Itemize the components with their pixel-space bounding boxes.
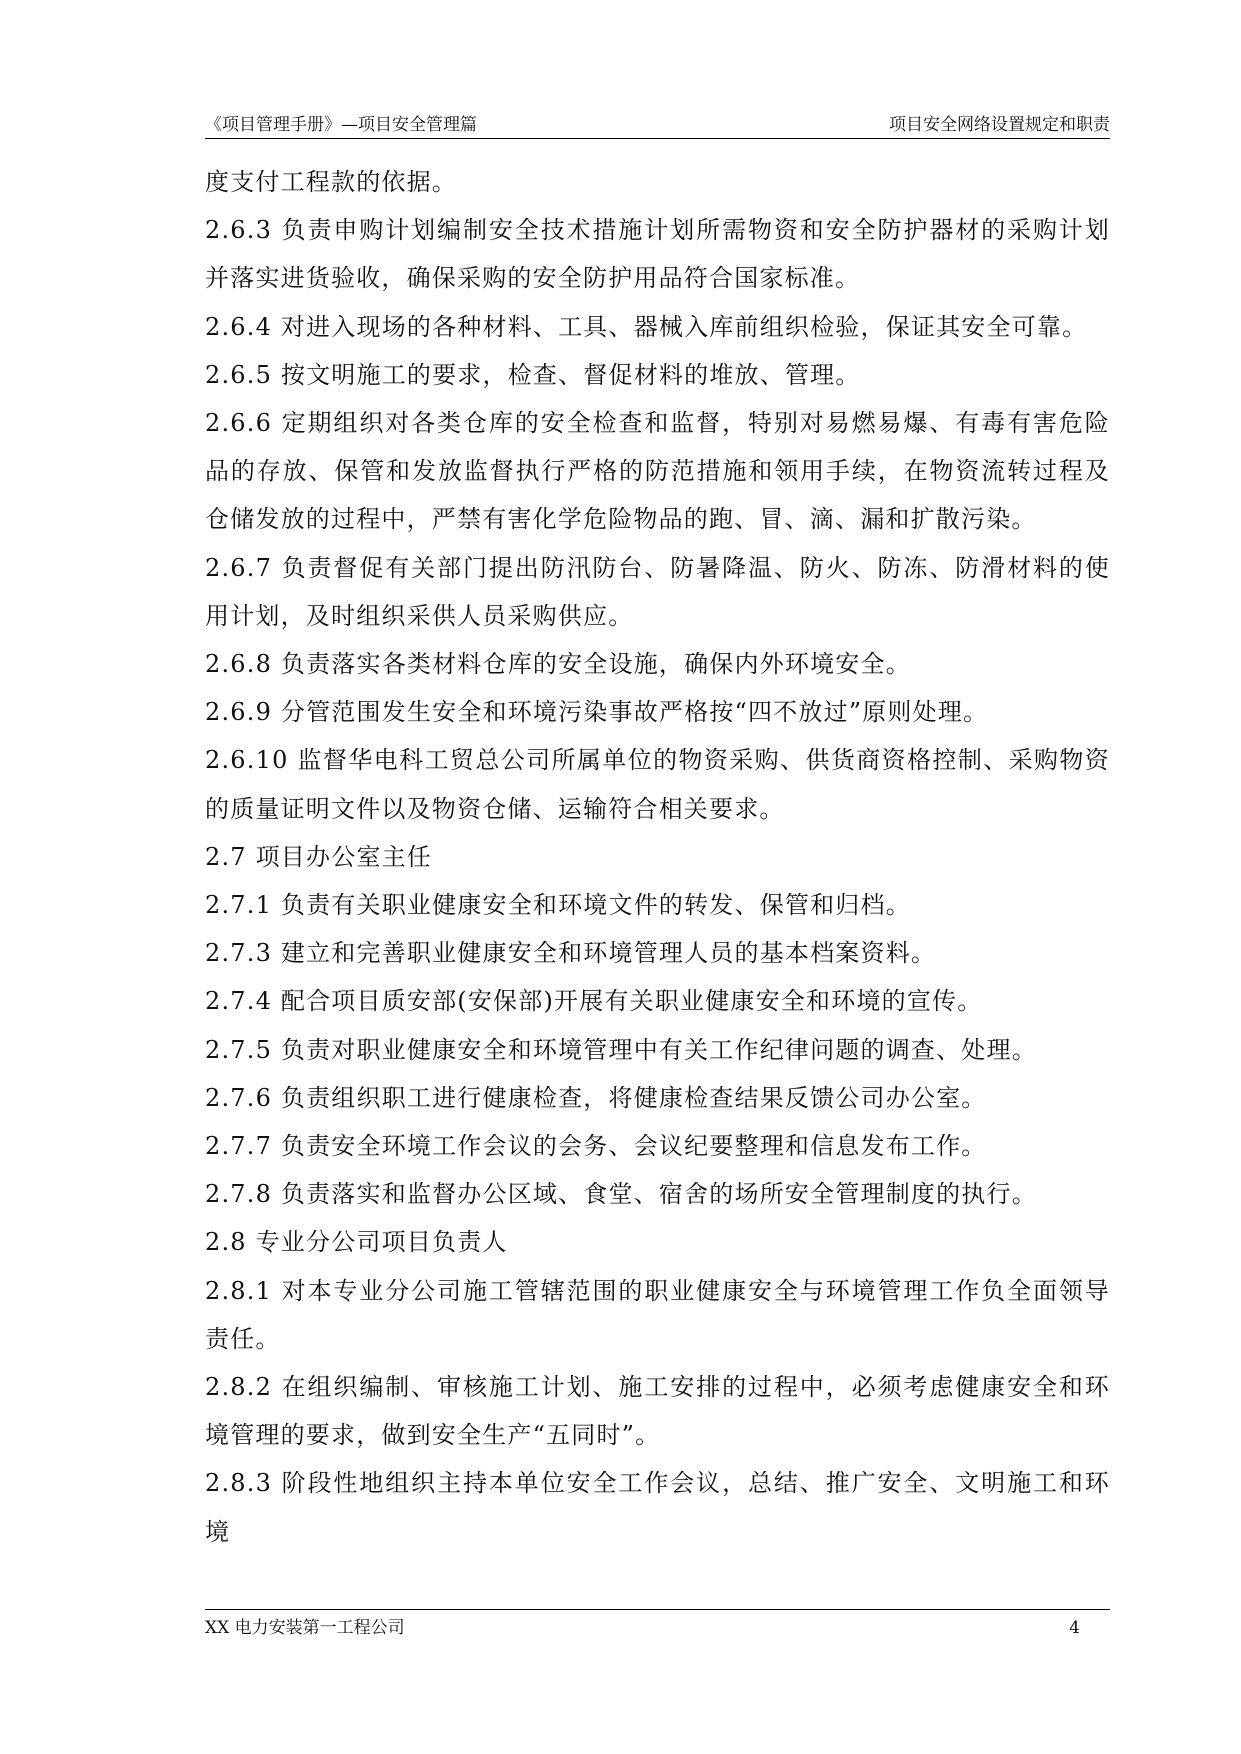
paragraph: 2.6.4 对进入现场的各种材料、工具、器械入库前组织检验，保证其安全可靠。: [205, 312, 1088, 341]
page-footer: [205, 1609, 1110, 1640]
paragraph: 2.6.8 负责落实各类材料仓库的安全设施，确保内外环境安全。: [205, 650, 911, 679]
paragraph: 2.6.7 负责督促有关部门提出防汛防台、防暑降温、防火、防冻、防滑材料的使用计划，及时组织采供人员采购供应。: [205, 553, 1110, 630]
paragraph: 2.6.5 按文明施工的要求，检查、督促材料的堆放、管理。: [205, 360, 861, 389]
section-heading: 2.8 专业分公司项目负责人: [205, 1228, 508, 1257]
header-manual-title: 《项目管理手册》—项目安全管理篇: [205, 115, 477, 135]
footer-company-name: XX 电力安装第一工程公司: [205, 1618, 405, 1638]
paragraph: 2.7.3 建立和完善职业健康安全和环境管理人员的基本档案资料。: [205, 939, 937, 968]
header-section-title: 项目安全网络设置规定和职责: [889, 115, 1110, 135]
paragraph: 2.7.1 负责有关职业健康安全和环境文件的转发、保管和归档。: [205, 891, 911, 920]
paragraph: 2.6.9 分管范围发生安全和环境污染事故严格按“四不放过”原则处理。: [205, 698, 989, 727]
paragraph: 2.7.6 负责组织职工进行健康检查，将健康检查结果反馈公司办公室。: [205, 1083, 987, 1112]
page-number: 4: [1069, 1618, 1080, 1638]
paragraph: 2.8.2 在组织编制、审核施工计划、施工安排的过程中，必须考虑健康安全和环境管理的要求，做到安全生产“五同时”。: [205, 1373, 1110, 1450]
paragraph: 2.7.4 配合项目质安部(安保部)开展有关职业健康安全和环境的宣传。: [205, 987, 983, 1016]
section-heading: 2.7 项目办公室主任: [205, 842, 432, 871]
paragraph: 度支付工程款的依据。: [205, 168, 457, 196]
document-body: [205, 158, 1110, 1556]
paragraph: 2.6.10 监督华电科工贸总公司所属单位的物资采购、供货商资格控制、采购物资的质量证明文件以及物资仓储、运输符合相关要求。: [205, 746, 1110, 823]
paragraph: 2.8.1 对本专业分公司施工管辖范围的职业健康安全与环境管理工作负全面领导责任。: [205, 1276, 1110, 1353]
paragraph: 2.7.8 负责落实和监督办公区域、食堂、宿舍的场所安全管理制度的执行。: [205, 1180, 1037, 1209]
paragraph: 2.6.3 负责申购计划编制安全技术措施计划所需物资和安全防护器材的采购计划并落实进货验收，确保采购的安全防护用品符合国家标准。: [205, 216, 1110, 293]
page-header: [205, 108, 1110, 139]
paragraph: 2.7.5 负责对职业健康安全和环境管理中有关工作纪律问题的调查、处理。: [205, 1035, 1037, 1064]
paragraph: 2.8.3 阶段性地组织主持本单位安全工作会议，总结、推广安全、文明施工和环境: [205, 1469, 1110, 1546]
paragraph: 2.7.7 负责安全环境工作会议的会务、会议纪要整理和信息发布工作。: [205, 1132, 987, 1161]
paragraph: 2.6.6 定期组织对各类仓库的安全检查和监督，特别对易燃易爆、有毒有害危险品的存放、保管和发放监督执行严格的防范措施和领用手续，在物资流转过程及仓储发放的过程中，严禁有害化学危险物品的跑、冒、滴、漏和扩散污染。: [205, 409, 1110, 534]
